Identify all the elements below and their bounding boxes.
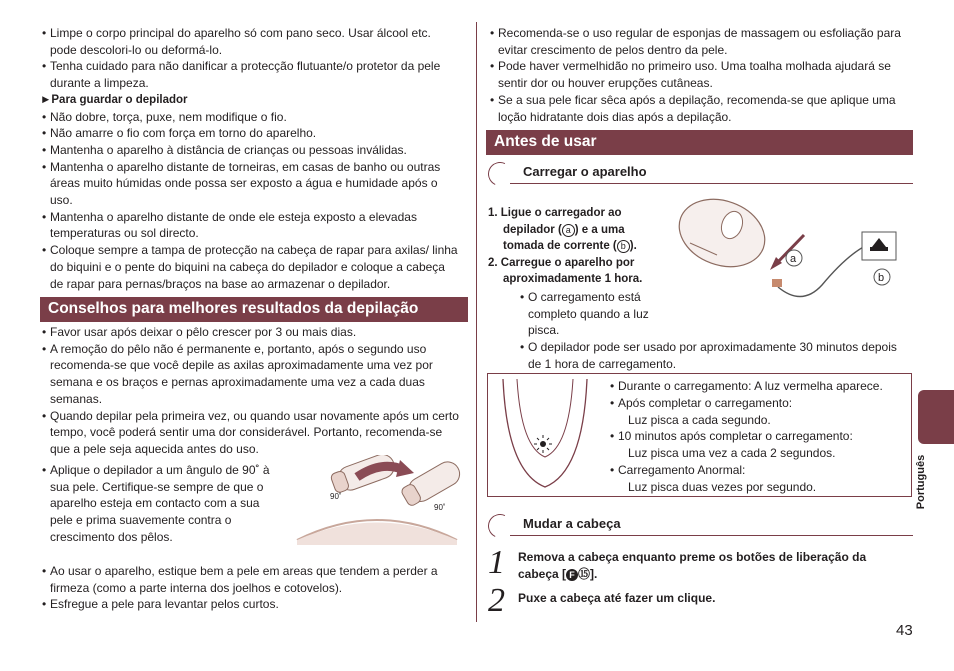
language-side-label xyxy=(915,448,934,518)
bottom-left-section xyxy=(40,563,460,613)
depilator-angle-illustration xyxy=(292,455,462,545)
charge-note-bullets-2 xyxy=(518,339,913,372)
label-a: a xyxy=(790,253,797,265)
charge-steps xyxy=(488,205,673,288)
head-step-1 xyxy=(518,549,910,582)
list-item: • Ao usar o aparelho, estique bem a pele em areas que tendem a perder a firmeza (como a parte interna dos joelhos e cotovelos). xyxy=(40,563,460,596)
step1-text-d: tomada de corrente ( xyxy=(503,240,617,252)
info-title: Após completar o carregamento: xyxy=(618,395,793,410)
charge-heading: Carregar o aparelho xyxy=(523,164,647,179)
head-step-1-line-2 xyxy=(518,566,910,583)
label-b: b xyxy=(878,272,885,284)
list-item xyxy=(608,395,908,429)
storage-heading: ►Para guardar o depilador xyxy=(40,93,188,106)
indicator-info-list xyxy=(608,378,908,496)
indicator-light-illustration xyxy=(495,377,595,495)
head-step-1-text-b: cabeça [ xyxy=(518,566,567,581)
list-item: • Quando depilar pela primeira vez, ou quando usar novamente após um certo tempo, você poderá sentir uma dor considerável. Portanto, recomenda-se que a pele seja aquecida antes do uso. xyxy=(40,408,460,458)
step1-text-c: ) e a uma xyxy=(574,223,625,236)
list-item: • Não dobre, torça, puxe, nem modifique o fio. xyxy=(40,109,460,126)
step1-line-2 xyxy=(488,222,673,239)
page-number: 43 xyxy=(896,622,913,639)
step-number-1: 1 xyxy=(488,544,505,581)
circle-a-marker: a xyxy=(562,224,575,237)
list-item: • Não amarre o fio com força em torno do aparelho. xyxy=(40,125,460,142)
tips-heading: Conselhos para melhores resultados da depilação xyxy=(40,297,468,322)
left-column xyxy=(40,25,460,292)
charge-notes xyxy=(518,289,678,339)
info-title: Durante o carregamento: A luz vermelha aparece. xyxy=(618,379,883,393)
step-number-2: 2 xyxy=(488,582,505,619)
list-item: • Esfregue a pele para levantar pelos curtos. xyxy=(40,596,460,613)
list-item: • Tenha cuidado para não danificar a protecção flutuante/o protetor da pele durante a limpeza. xyxy=(40,58,460,91)
angle-bullets xyxy=(40,462,285,546)
info-title: 10 minutos após completar o carregamento: xyxy=(618,429,853,444)
section-curl-icon xyxy=(485,511,516,542)
figure-ref-number: ⑮ xyxy=(578,566,591,581)
charge-notes-2 xyxy=(518,339,913,372)
list-item: • A remoção do pêlo não é permanente e, portanto, após o segundo uso recomenda-se que você depile as axilas aproximadamente uma vez por semana e os braços e pernas aproximadamente uma vez a cada duas semanas. xyxy=(40,341,460,408)
list-item xyxy=(608,428,908,462)
list-item: • Aplique o depilador a um ângulo de 90˚ à sua pele. Certifique-se sempre de que o aparelho esteja em contacto com a sua pele e prima suavemente contra o crescimento dos pêlos. xyxy=(40,462,285,546)
before-use-heading: Antes de usar xyxy=(486,130,913,155)
step1-text-e: ). xyxy=(629,240,637,252)
step1-line-3 xyxy=(488,238,673,255)
info-detail: Luz pisca uma vez a cada 2 segundos. xyxy=(628,446,836,461)
list-item: • O depilador pode ser usado por aproximadamente 30 minutos depois de 1 hora de carregamento. xyxy=(518,339,913,372)
list-item: • Recomenda-se o uso regular de esponjas de massagem ou esfoliação para evitar crescimento de pelos dentro da pele. xyxy=(488,25,913,58)
info-title: Carregamento Anormal: xyxy=(618,462,746,477)
angle-section xyxy=(40,462,285,546)
language-label-text: Português xyxy=(915,454,928,510)
head-step-1-text-c: ]. xyxy=(590,566,598,581)
list-item: • Coloque sempre a tampa de protecção na cabeça de rapar para axilas/ linha do biquini e o pente do biquini na cabeça do depilador e coloque a cabeça de rapar para pernas/braços na base ao armazenar o depilador. xyxy=(40,242,460,292)
charge-underline xyxy=(510,183,913,184)
list-item: • Mantenha o aparelho distante de onde ele esteja exposto a elevadas temperaturas ou sol directo. xyxy=(40,209,460,242)
list-item: • Mantenha o aparelho à distância de crianças ou pessoas inválidas. xyxy=(40,142,460,159)
column-divider xyxy=(476,22,477,622)
indicator-bullets xyxy=(608,378,908,496)
list-item: • Favor usar após deixar o pêlo crescer por 3 ou mais dias. xyxy=(40,324,460,341)
step1-text-b: depilador ( xyxy=(503,223,562,236)
list-item: • O carregamento está completo quando a luz pisca. xyxy=(518,289,678,339)
cleaning-bullets xyxy=(40,25,460,92)
list-item: • Mantenha o aparelho distante de torneiras, em casas de banho ou outras áreas muito húmidas onde possa ser exposto a água e humidade após o uso. xyxy=(40,159,460,209)
skin-care-bullets xyxy=(488,25,913,125)
list-item: • Limpe o corpo principal do aparelho só com pano seco. Usar álcool etc. pode descolori-lo ou deformá-lo. xyxy=(40,25,460,58)
info-detail: Luz pisca duas vezes por segundo. xyxy=(628,479,817,494)
list-item: • Se a sua pele ficar sêca após a depilação, recomenda-se que aplique uma loção hidratante dois dias após a depilação. xyxy=(488,92,913,125)
tips-section xyxy=(40,324,460,458)
head-step-2: Puxe a cabeça até fazer um clique. xyxy=(518,591,716,605)
head-step-1-line-1: Remova a cabeça enquanto preme os botões de liberação da xyxy=(518,550,867,564)
circle-b-marker: b xyxy=(617,240,630,253)
step2-line-1: 2. Carregue o aparelho por xyxy=(488,256,635,269)
right-column-top xyxy=(488,25,913,125)
step1-line-1: 1. Ligue o carregador ao xyxy=(488,207,622,219)
tips-bullets xyxy=(40,324,460,458)
head-change-underline xyxy=(510,535,913,536)
step2-line-2: aproximadamente 1 hora. xyxy=(503,273,643,285)
storage-bullets xyxy=(40,109,460,293)
bottom-bullets xyxy=(40,563,460,613)
list-item xyxy=(608,378,908,395)
list-item: • Pode haver vermelhidão no primeiro uso. Uma toalha molhada ajudará se sentir dor ou houver erupções cutâneas. xyxy=(488,58,913,91)
head-change-heading: Mudar a cabeça xyxy=(523,516,621,531)
charging-illustration xyxy=(672,195,912,315)
section-curl-icon xyxy=(485,159,516,190)
angle-label-2: 90˚ xyxy=(434,503,446,512)
angle-label-1: 90˚ xyxy=(330,492,342,501)
info-detail: Luz pisca a cada segundo. xyxy=(628,412,771,427)
figure-f-icon: F xyxy=(566,569,578,581)
charge-note-bullets xyxy=(518,289,678,339)
language-side-tab xyxy=(918,390,954,444)
list-item xyxy=(608,462,908,496)
